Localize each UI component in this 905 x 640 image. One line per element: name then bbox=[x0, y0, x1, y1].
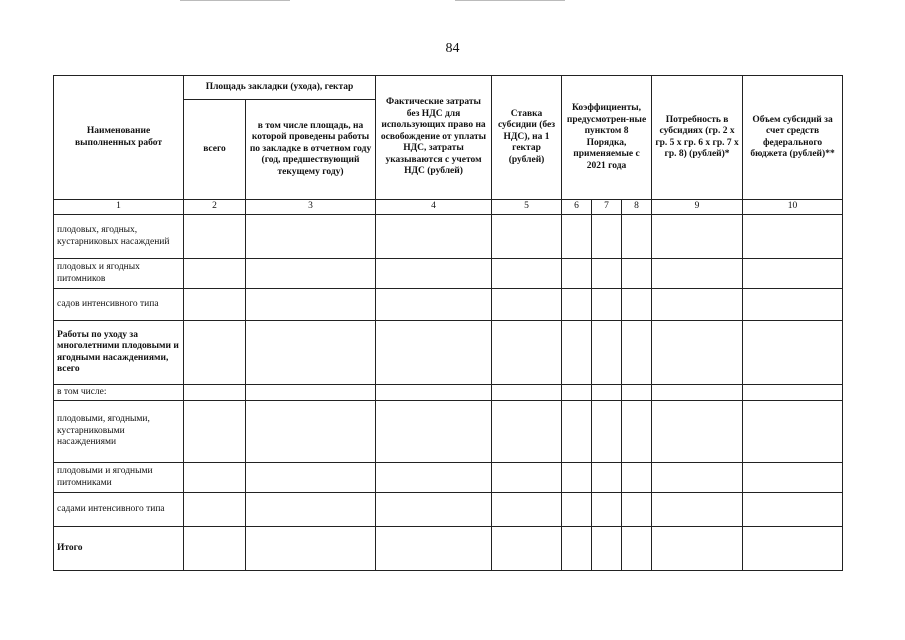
row-label: плодовых и ягодных питомников bbox=[54, 259, 184, 289]
header-col1: Наименование выполненных работ bbox=[54, 76, 184, 200]
empty-cell bbox=[376, 215, 492, 259]
empty-cell bbox=[492, 289, 562, 321]
empty-cell bbox=[376, 385, 492, 401]
empty-cell bbox=[246, 215, 376, 259]
column-number: 9 bbox=[652, 200, 743, 215]
empty-cell bbox=[592, 289, 622, 321]
empty-cell bbox=[184, 321, 246, 385]
empty-cell bbox=[492, 385, 562, 401]
column-number-row bbox=[54, 200, 843, 215]
empty-cell bbox=[376, 493, 492, 527]
column-number: 1 bbox=[54, 200, 184, 215]
empty-cell bbox=[246, 385, 376, 401]
table-row bbox=[54, 493, 843, 527]
empty-cell bbox=[652, 259, 743, 289]
header-col10: Объем субсидий за счет средств федерального бюджета (рублей)** bbox=[743, 76, 843, 200]
empty-cell bbox=[376, 401, 492, 463]
empty-cell bbox=[246, 259, 376, 289]
header-col9: Потребность в субсидиях (гр. 2 x гр. 5 x гр. 6 x гр. 7 x гр. 8) (рублей)* bbox=[652, 76, 743, 200]
header-col2: всего bbox=[184, 100, 246, 200]
empty-cell bbox=[652, 463, 743, 493]
empty-cell bbox=[246, 289, 376, 321]
empty-cell bbox=[592, 401, 622, 463]
row-label: садов интенсивного типа bbox=[54, 289, 184, 321]
empty-cell bbox=[743, 321, 843, 385]
empty-cell bbox=[184, 385, 246, 401]
empty-cell bbox=[562, 215, 592, 259]
table-body bbox=[54, 215, 843, 571]
row-label: в том числе: bbox=[54, 385, 184, 401]
empty-cell bbox=[184, 527, 246, 571]
empty-cell bbox=[743, 259, 843, 289]
empty-cell bbox=[652, 493, 743, 527]
header-col678: Коэффициенты, предусмотрен-ные пунктом 8 Порядка, применяемые с 2021 года bbox=[562, 76, 652, 200]
empty-cell bbox=[622, 321, 652, 385]
row-label: плодовыми и ягодными питомниками bbox=[54, 463, 184, 493]
empty-cell bbox=[492, 527, 562, 571]
table-row bbox=[54, 385, 843, 401]
empty-cell bbox=[562, 385, 592, 401]
empty-cell bbox=[592, 463, 622, 493]
column-number: 2 bbox=[184, 200, 246, 215]
header-col5: Ставка субсидии (без НДС), на 1 гектар (рублей) bbox=[492, 76, 562, 200]
row-label: плодовыми, ягодными, кустарниковыми насаждениями bbox=[54, 401, 184, 463]
table-row bbox=[54, 463, 843, 493]
scan-edge-mark bbox=[455, 0, 565, 1]
header-row-1 bbox=[54, 76, 843, 100]
row-label: плодовых, ягодных, кустарниковых насаждений bbox=[54, 215, 184, 259]
empty-cell bbox=[184, 259, 246, 289]
table-row bbox=[54, 401, 843, 463]
empty-cell bbox=[592, 259, 622, 289]
empty-cell bbox=[592, 385, 622, 401]
empty-cell bbox=[376, 259, 492, 289]
empty-cell bbox=[652, 385, 743, 401]
empty-cell bbox=[743, 493, 843, 527]
empty-cell bbox=[743, 215, 843, 259]
subsidy-table bbox=[53, 75, 843, 571]
empty-cell bbox=[562, 401, 592, 463]
empty-cell bbox=[184, 215, 246, 259]
empty-cell bbox=[592, 493, 622, 527]
table-row bbox=[54, 259, 843, 289]
empty-cell bbox=[492, 259, 562, 289]
empty-cell bbox=[622, 259, 652, 289]
empty-cell bbox=[562, 289, 592, 321]
empty-cell bbox=[246, 493, 376, 527]
empty-cell bbox=[743, 289, 843, 321]
empty-cell bbox=[622, 493, 652, 527]
empty-cell bbox=[184, 401, 246, 463]
table-row bbox=[54, 289, 843, 321]
empty-cell bbox=[492, 321, 562, 385]
empty-cell bbox=[652, 527, 743, 571]
row-label: Работы по уходу за многолетними плодовыми и ягодными насаждениями, всего bbox=[54, 321, 184, 385]
empty-cell bbox=[492, 463, 562, 493]
empty-cell bbox=[246, 401, 376, 463]
header-col4: Фактические затраты без НДС для использующих право на освобождение от уплаты НДС, затраты указываются с учетом НДС (рублей) bbox=[376, 76, 492, 200]
empty-cell bbox=[592, 527, 622, 571]
column-number: 3 bbox=[246, 200, 376, 215]
empty-cell bbox=[622, 463, 652, 493]
empty-cell bbox=[652, 215, 743, 259]
empty-cell bbox=[562, 259, 592, 289]
empty-cell bbox=[743, 463, 843, 493]
scan-edge-mark bbox=[180, 0, 290, 1]
header-area-group: Площадь закладки (ухода), гектар bbox=[184, 76, 376, 100]
empty-cell bbox=[743, 401, 843, 463]
empty-cell bbox=[622, 215, 652, 259]
empty-cell bbox=[562, 321, 592, 385]
empty-cell bbox=[622, 401, 652, 463]
empty-cell bbox=[592, 215, 622, 259]
table-row bbox=[54, 321, 843, 385]
empty-cell bbox=[743, 385, 843, 401]
empty-cell bbox=[184, 493, 246, 527]
column-number: 6 bbox=[562, 200, 592, 215]
empty-cell bbox=[562, 527, 592, 571]
column-number: 7 bbox=[592, 200, 622, 215]
empty-cell bbox=[562, 463, 592, 493]
empty-cell bbox=[184, 289, 246, 321]
row-label: Итого bbox=[54, 527, 184, 571]
empty-cell bbox=[743, 527, 843, 571]
empty-cell bbox=[246, 463, 376, 493]
empty-cell bbox=[376, 289, 492, 321]
empty-cell bbox=[246, 527, 376, 571]
empty-cell bbox=[492, 493, 562, 527]
empty-cell bbox=[376, 321, 492, 385]
empty-cell bbox=[622, 527, 652, 571]
empty-cell bbox=[492, 401, 562, 463]
empty-cell bbox=[184, 463, 246, 493]
empty-cell bbox=[376, 527, 492, 571]
empty-cell bbox=[622, 289, 652, 321]
page-number: 84 bbox=[445, 41, 460, 56]
empty-cell bbox=[652, 401, 743, 463]
column-number: 5 bbox=[492, 200, 562, 215]
header-col3: в том числе площадь, на которой проведены работы по закладке в отчетном году (год, предшествующий текущему году) bbox=[246, 100, 376, 200]
column-number: 8 bbox=[622, 200, 652, 215]
empty-cell bbox=[652, 289, 743, 321]
empty-cell bbox=[376, 463, 492, 493]
empty-cell bbox=[246, 321, 376, 385]
table-row bbox=[54, 527, 843, 571]
row-label: садами интенсивного типа bbox=[54, 493, 184, 527]
column-number: 4 bbox=[376, 200, 492, 215]
column-number: 10 bbox=[743, 200, 843, 215]
empty-cell bbox=[562, 493, 592, 527]
empty-cell bbox=[622, 385, 652, 401]
table-row bbox=[54, 215, 843, 259]
empty-cell bbox=[652, 321, 743, 385]
empty-cell bbox=[492, 215, 562, 259]
empty-cell bbox=[592, 321, 622, 385]
